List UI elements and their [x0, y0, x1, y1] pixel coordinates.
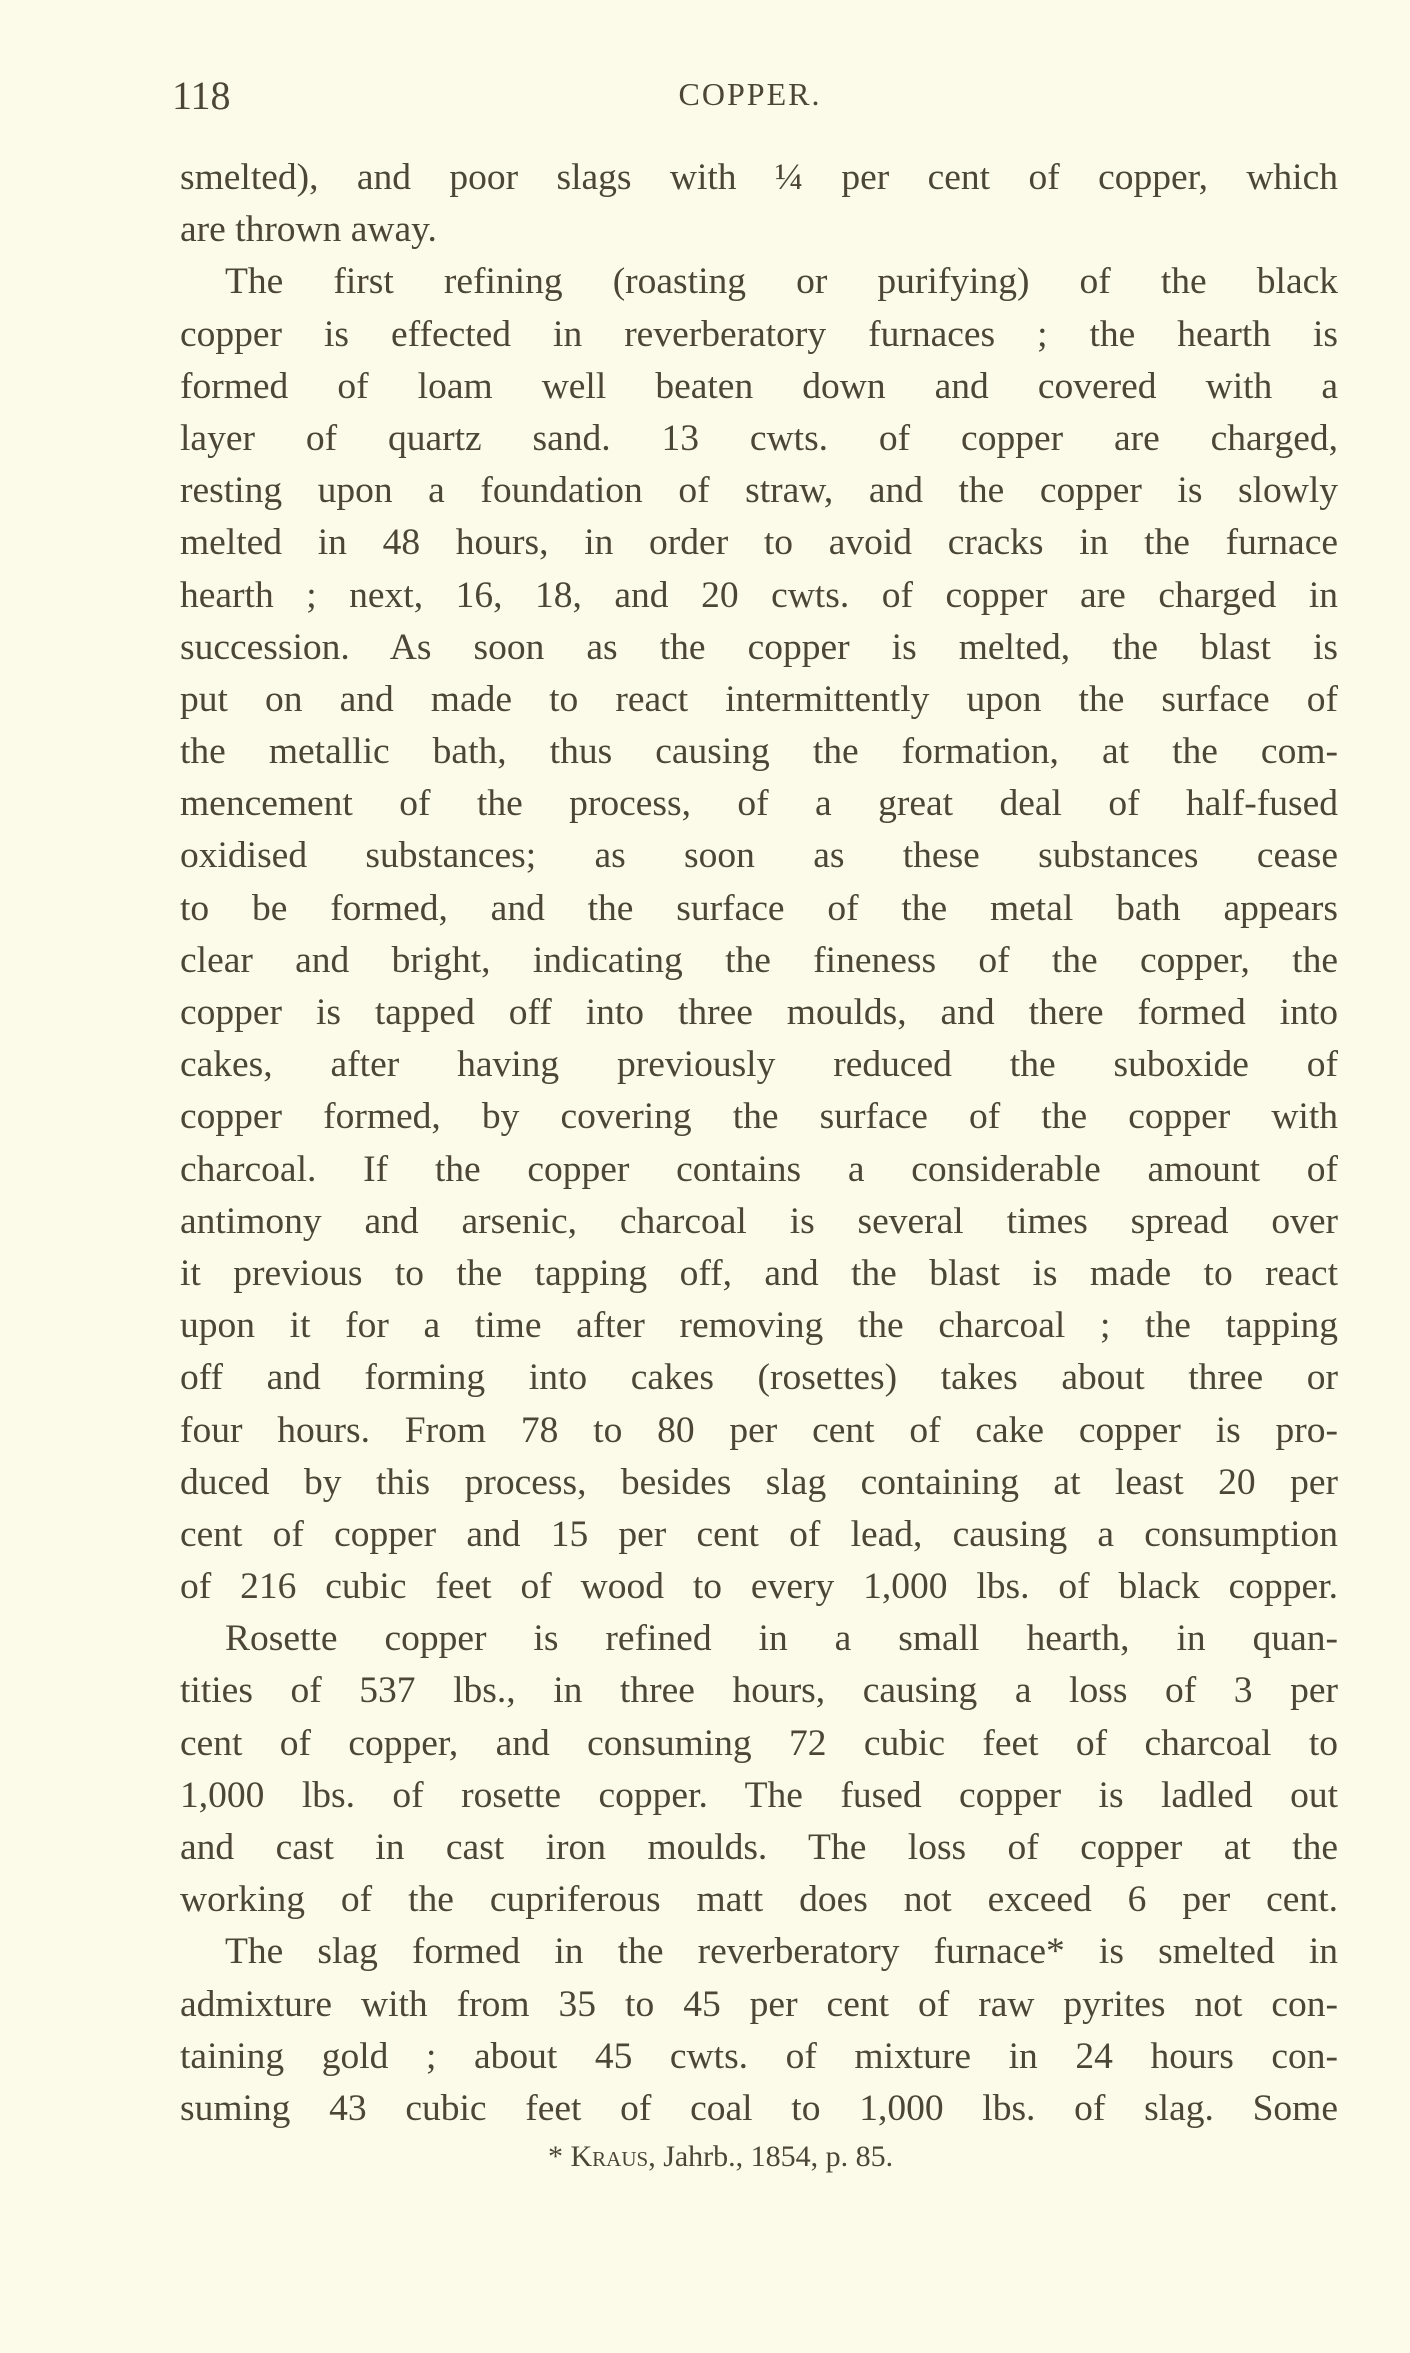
text-line: the metallic bath, thus causing the formation, at the com- — [180, 731, 1338, 773]
running-title: COPPER. — [678, 76, 822, 112]
text-line: charcoal. If the copper contains a considerable amount of — [180, 1148, 1338, 1190]
text-line: oxidised substances; as soon as these substances cease — [180, 835, 1338, 877]
footnote — [548, 2140, 893, 2174]
text-line: cakes, after having previously reduced the suboxide of — [180, 1044, 1338, 1086]
text-line: hearth ; next, 16, 18, and 20 cwts. of copper are charged in — [180, 574, 1338, 616]
text-line: mencement of the process, of a great deal of half-fused — [180, 783, 1338, 825]
text-line: succession. As soon as the copper is melted, the blast is — [180, 626, 1338, 668]
text-line: four hours. From 78 to 80 per cent of cake copper is pro- — [180, 1409, 1338, 1451]
text-line: working of the cupriferous matt does not exceed 6 per cent. — [180, 1879, 1338, 1921]
text-line: to be formed, and the surface of the metal bath appears — [180, 887, 1338, 929]
text-line: Rosette copper is refined in a small hearth, in quan- — [225, 1618, 1338, 1660]
text-line: put on and made to react intermittently upon the surface of — [180, 678, 1338, 720]
text-line: copper formed, by covering the surface of the copper with — [180, 1096, 1338, 1138]
text-line: of 216 cubic feet of wood to every 1,000 lbs. of black copper. — [180, 1566, 1338, 1608]
body-text — [180, 152, 1338, 2135]
text-line: and cast in cast iron moulds. The loss of copper at the — [180, 1827, 1338, 1868]
text-line: it previous to the tapping off, and the blast is made to react — [180, 1252, 1338, 1294]
footnote-citation: , Jahrb., 1854, p. 85. — [648, 2140, 894, 2173]
text-line: layer of quartz sand. 13 cwts. of copper are charged, — [180, 417, 1338, 459]
text-line: off and forming into cakes (rosettes) takes about three or — [180, 1357, 1338, 1399]
text-line: antimony and arsenic, charcoal is several times spread over — [180, 1200, 1338, 1242]
text-line: cent of copper, and consuming 72 cubic feet of charcoal to — [180, 1722, 1338, 1764]
text-line: 1,000 lbs. of rosette copper. The fused copper is ladled out — [180, 1774, 1338, 1816]
page-number: 118 — [172, 73, 231, 118]
text-line: upon it for a time after removing the charcoal ; the tapping — [180, 1305, 1338, 1347]
text-line: melted in 48 hours, in order to avoid cracks in the furnace — [180, 522, 1338, 564]
text-line: suming 43 cubic feet of coal to 1,000 lbs. of slag. Some — [180, 2087, 1338, 2129]
text-line: duced by this process, besides slag containing at least 20 per — [180, 1461, 1338, 1503]
text-line: taining gold ; about 45 cwts. of mixture in 24 hours con- — [180, 2035, 1338, 2077]
footnote-author: Kraus — [570, 2140, 649, 2173]
text-line: resting upon a foundation of straw, and the copper is slowly — [180, 470, 1338, 512]
text-line: clear and bright, indicating the fineness of the copper, the — [180, 939, 1338, 981]
footnote-marker: * — [548, 2140, 563, 2173]
text-line: copper is effected in reverberatory furnaces ; the hearth is — [180, 313, 1338, 355]
text-line: The first refining (roasting or purifying) of the black — [225, 261, 1338, 303]
text-line: admixture with from 35 to 45 per cent of raw pyrites not con- — [180, 1983, 1338, 2025]
text-line: smelted), and poor slags with ¼ per cent of copper, which — [180, 157, 1338, 198]
text-line: copper is tapped off into three moulds, and there formed into — [180, 992, 1338, 1033]
text-line: cent of copper and 15 per cent of lead, causing a consumption — [180, 1513, 1338, 1555]
text-line: The slag formed in the reverberatory furnace* is smelted in — [225, 1931, 1338, 1973]
text-line: tities of 537 lbs., in three hours, causing a loss of 3 per — [180, 1670, 1338, 1712]
text-line: formed of loam well beaten down and covered with a — [180, 365, 1338, 407]
text-line: are thrown away. — [180, 209, 437, 251]
